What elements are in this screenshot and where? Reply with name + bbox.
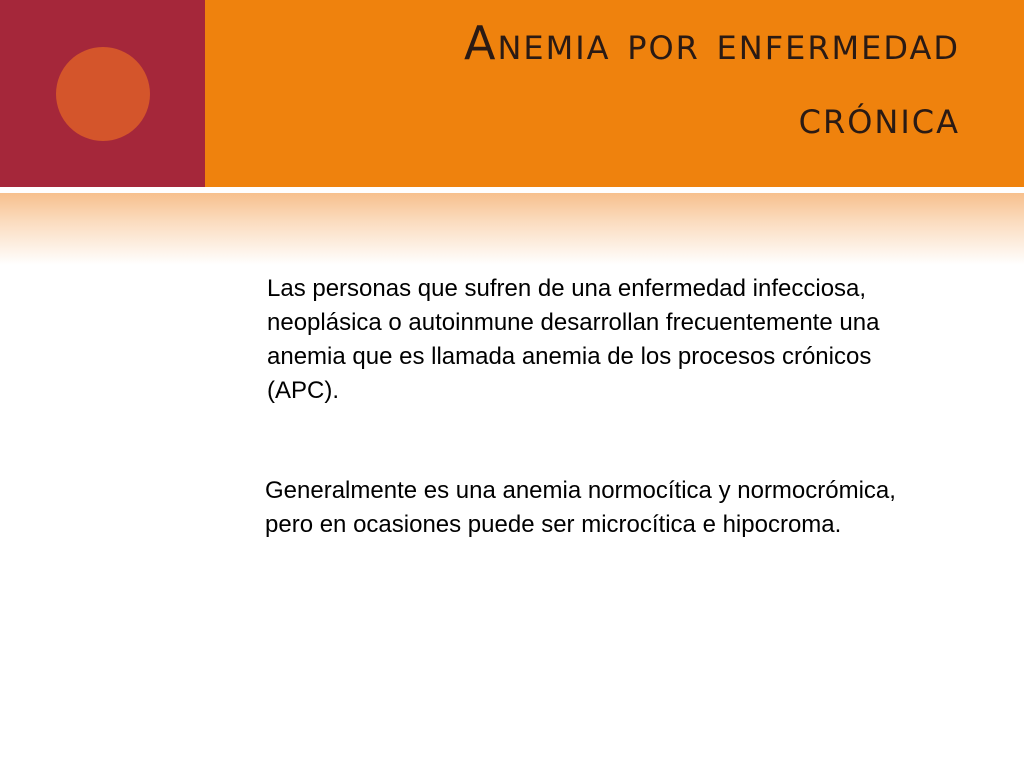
header-accent-block	[0, 0, 205, 187]
slide-title-line-2: crónica	[798, 90, 960, 144]
gradient-band	[0, 193, 1024, 265]
slide-title-line-1: Anemia por enfermedad	[464, 16, 960, 70]
body-paragraph-1: Las personas que sufren de una enfermedad infecciosa, neoplásica o autoinmune desarrollan frecuentemente una anemia que es llamada anemia de los procesos crónicos (APC).	[267, 275, 880, 404]
body-paragraph-2: Generalmente es una anemia normocítica y normocrómica, pero en ocasiones puede ser microcítica e hipocroma.	[265, 477, 896, 538]
slide-title	[260, 0, 960, 158]
circle-icon	[56, 47, 150, 141]
